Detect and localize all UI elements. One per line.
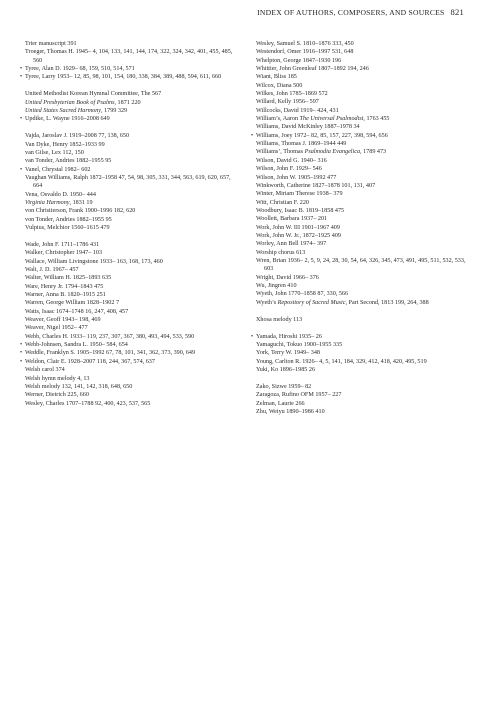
entry-source-title: Virginia Harmony <box>25 200 70 207</box>
index-entry <box>16 241 238 249</box>
entry-text: Williams, Joey 1972– 82, 85, 157, 227, 398, 594, 656 <box>256 132 388 139</box>
entry-text: von Tonder, Andries 1882–1955 95 <box>25 216 112 223</box>
index-entry <box>16 141 238 149</box>
entry-text: Willard, Kelly 1956– 597 <box>256 99 319 106</box>
section-spacer <box>16 124 238 133</box>
entry-text: Wilcox, Diana 500 <box>256 82 303 89</box>
index-entry <box>16 99 238 107</box>
entry-text: United Methodist Korean Hymnal Committee, The 567 <box>25 91 162 98</box>
index-entry <box>16 207 238 215</box>
index-entry <box>16 316 238 324</box>
index-entry <box>247 316 471 324</box>
index-entry <box>247 282 471 290</box>
entry-text: Worley, Ann Bell 1974– 397 <box>256 241 327 248</box>
entry-text: Warner, Anna B. 1820–1915 251 <box>25 292 106 299</box>
entry-text: Worship chorus 613 <box>256 249 306 256</box>
entry-text: Zaragoza, Rufino OFM 1957– 227 <box>256 392 342 399</box>
entry-text: Wilson, John F. 1929– 546 <box>256 166 322 173</box>
bullet-icon: • <box>251 132 254 139</box>
index-entry <box>16 166 238 174</box>
entry-text: , 1831 19 <box>69 200 93 207</box>
index-entry <box>16 391 238 399</box>
index-entry <box>16 199 238 207</box>
entry-text: Wyeth, John 1770–1858 87, 330, 566 <box>256 291 349 298</box>
index-entry <box>247 215 471 223</box>
entry-text: Yamada, Hiroshi 1935– 26 <box>256 333 322 340</box>
entry-text: Vajda, Jaroslav J. 1919–2008 77, 138, 650 <box>25 133 130 140</box>
section-spacer <box>16 82 238 91</box>
entry-text: Ware, Henry Jr. 1794–1843 475 <box>25 283 104 290</box>
bullet-icon: • <box>251 333 254 340</box>
entry-text: Winter, Miriam Therese 1938– 379 <box>256 191 343 198</box>
bullet-icon: • <box>20 350 23 357</box>
entry-text: Walter, William H. 1825–1893 635 <box>25 275 112 282</box>
entry-text: , 1799 329 <box>101 108 128 114</box>
bullet-icon: • <box>20 166 23 173</box>
index-entry <box>16 48 238 65</box>
index-entry <box>247 90 471 98</box>
entry-text: Williams, Thomas J. 1869–1944 449 <box>256 141 347 148</box>
index-entry <box>247 115 471 123</box>
entry-text: Vena, Osvaldo D. 1950– 444 <box>25 191 96 198</box>
entry-text: , 1789 473 <box>360 149 387 156</box>
index-entry <box>16 258 238 266</box>
entry-text: Weaver, Geoff 1943– 198, 469 <box>25 317 101 324</box>
entry-text: York, Terry W. 1949– 348 <box>256 350 320 357</box>
entry-source-title: Psalmodia Evangelica <box>304 149 361 156</box>
entry-text: Webb, Charles H. 1933– 119, 237, 307, 367, 380, 493, 494, 533, 590 <box>25 333 195 340</box>
entry-text: Tyree, Alan D. 1929– 68, 159, 510, 514, 571 <box>25 66 135 73</box>
bullet-icon: • <box>20 358 23 365</box>
index-entry <box>16 308 238 316</box>
index-entry <box>247 358 471 366</box>
entry-text: Zelman, Laurie 266 <box>256 400 305 407</box>
index-entry <box>16 249 238 257</box>
entry-text: Wiant, Bliss 185 <box>256 74 297 81</box>
running-header <box>257 7 464 17</box>
entry-source-title: The Universal Psalmodist <box>299 116 364 123</box>
entry-text: Zhu, Weiyu 1890–1986 410 <box>256 408 325 415</box>
index-entry <box>247 48 471 56</box>
entry-text: Woodbury, Isaac B. 1819–1858 475 <box>256 207 345 214</box>
entry-prefix: Wyeth’s <box>256 299 278 306</box>
index-entry <box>16 40 238 48</box>
entry-prefix: William’s, Aaron <box>256 116 300 123</box>
entry-text: Woollett, Barbara 1937– 201 <box>256 216 328 223</box>
bullet-icon: • <box>20 74 23 81</box>
entry-text: Tyree, Larry 1953– 12, 85, 98, 101, 154, 180, 338, 384, 389, 488, 594, 611, 660 <box>25 74 222 81</box>
index-entry <box>16 132 238 140</box>
entry-text: Wren, Brian 1936– 2, 5, 9, 24, 28, 30, 54, 64, 326, 345, 473, 491, 495, 511, 532, 533, 603 <box>256 257 466 273</box>
section-spacer <box>247 374 471 383</box>
section-spacer <box>16 232 238 241</box>
index-entry <box>16 216 238 224</box>
index-column-right <box>247 40 471 416</box>
index-entry <box>16 274 238 282</box>
index-entry <box>247 391 471 399</box>
entry-text: Webb-Johnsen, Sandra L. 1950– 584, 654 <box>25 342 128 349</box>
index-entry <box>16 358 238 366</box>
index-entry <box>247 57 471 65</box>
entry-text: Whittier, John Greenleaf 1807–1892 194, 246 <box>256 66 369 73</box>
entry-text: Winkworth, Catherine 1827–1878 101, 131, 407 <box>256 182 376 189</box>
index-entry <box>247 274 471 282</box>
index-entry <box>247 207 471 215</box>
index-entry <box>247 73 471 81</box>
entry-text: Yuki, Ko 1896–1985 26 <box>256 366 316 373</box>
entry-text: Williams, David McKinley 1887–1978 34 <box>256 124 360 131</box>
index-entry <box>247 123 471 131</box>
entry-text: Walker, Christopher 1947– 103 <box>25 250 103 257</box>
entry-text: Vanel, Chrystal 1982– 602 <box>25 166 91 173</box>
entry-text: Troeger, Thomas H. 1945– 4, 104, 133, 141, 144, 174, 322, 324, 342, 401, 455, 485, 560 <box>25 49 233 64</box>
entry-text: Trier manuscript 391 <box>25 41 77 47</box>
index-entry <box>16 375 238 383</box>
section-spacer <box>247 324 471 333</box>
entry-text: , Part Second, 1813 199, 264, 388 <box>345 299 429 306</box>
index-entry <box>16 224 238 232</box>
entry-text: Weaver, Nigel 1952– 477 <box>25 325 88 332</box>
index-entry <box>247 383 471 391</box>
entry-text: Watts, Isaac 1674–1748 16, 247, 408, 457 <box>25 308 129 315</box>
index-entry <box>247 290 471 298</box>
running-header-title: INDEX OF AUTHORS, COMPOSERS, AND SOURCES <box>257 8 445 17</box>
index-entry <box>247 400 471 408</box>
entry-text: Wade, John F. 1711–1786 431 <box>25 242 100 248</box>
index-entry <box>247 333 471 341</box>
entry-text: Witt, Christian F. 220 <box>256 199 309 206</box>
index-column-left <box>16 40 238 408</box>
index-entry <box>247 107 471 115</box>
index-entry <box>247 199 471 207</box>
index-entry <box>247 257 471 274</box>
index-entry <box>247 165 471 173</box>
index-entry <box>16 107 238 115</box>
index-entry <box>16 149 238 157</box>
index-entry <box>16 366 238 374</box>
index-entry <box>16 400 238 408</box>
entry-text: Updike, L. Wayne 1916–2008 649 <box>25 116 110 123</box>
index-entry <box>247 240 471 248</box>
entry-source-title: United States Sacred Harmony <box>25 108 102 114</box>
entry-text: Van Dyke, Henry 1852–1933 99 <box>25 141 105 148</box>
entry-text: Xhosa melody 113 <box>256 316 303 323</box>
entry-text: Wesley, Samuel S. 1810–1876 333, 450 <box>256 41 354 47</box>
index-entry <box>16 65 238 73</box>
index-entry <box>247 148 471 156</box>
entry-prefix: Williams’, Thomas <box>256 149 305 156</box>
index-entry <box>16 291 238 299</box>
entry-text: Wilson, John W. 1905–1992 477 <box>256 174 337 181</box>
index-entry <box>16 266 238 274</box>
entry-text: Zako, Sizwe 1959– 82 <box>256 383 312 390</box>
bullet-icon: • <box>20 66 23 73</box>
entry-text: Wesley, Charles 1707–1788 92, 400, 423, 537, 565 <box>25 400 151 407</box>
section-spacer <box>247 307 471 316</box>
entry-text: Weldon, Clair E. 1928–2007 118, 244, 367, 574, 637 <box>25 358 155 365</box>
entry-text: Wilkes, John 1785–1869 572 <box>256 91 328 98</box>
entry-text: Welsh carol 374 <box>25 367 65 374</box>
index-entry <box>247 65 471 73</box>
index-entry <box>247 174 471 182</box>
index-entry <box>247 40 471 48</box>
entry-text: Willcocks, David 1919– 424, 431 <box>256 107 339 114</box>
index-entry <box>247 132 471 140</box>
entry-text: Wright, David 1966– 376 <box>256 274 319 281</box>
bullet-icon: • <box>20 116 23 123</box>
entry-source-title: United Presbyterian Book of Psalms <box>25 99 115 106</box>
index-entry <box>247 82 471 90</box>
index-entry <box>247 224 471 232</box>
index-entry <box>16 115 238 123</box>
index-entry <box>247 182 471 190</box>
index-entry <box>247 190 471 198</box>
index-entry <box>16 73 238 81</box>
entry-text: van Tonder, Andries 1882–1955 95 <box>25 158 112 165</box>
entry-text: , 1763 455 <box>363 116 390 123</box>
index-entry <box>16 324 238 332</box>
entry-text: Wallace, William Livingstone 1933– 163, 168, 173, 460 <box>25 258 163 265</box>
index-entry <box>16 283 238 291</box>
index-entry <box>247 232 471 240</box>
index-entry <box>16 383 238 391</box>
index-entry <box>247 408 471 416</box>
entry-text: Welsh melody 132, 141, 142, 318, 648, 650 <box>25 383 133 390</box>
entry-text: Wilson, David G. 1940– 316 <box>256 157 327 164</box>
entry-text: Young, Carlton R. 1926– 4, 5, 141, 184, 329, 412, 418, 420, 495, 519 <box>256 358 427 365</box>
entry-text: Weddle, Franklyn S. 1905–1992 67, 78, 101, 341, 362, 373, 390, 649 <box>25 350 196 357</box>
entry-text: Work, John W. III 1901–1967 409 <box>256 224 340 231</box>
index-entry <box>16 90 238 98</box>
entry-text: Warren, George William 1828–1902 7 <box>25 300 120 307</box>
entry-text: Wu, Jingren 410 <box>256 282 297 289</box>
entry-text: Work, John W. Jr., 1872–1925 409 <box>256 232 341 239</box>
entry-text: Vulpius, Melchior 1560–1615 479 <box>25 225 110 232</box>
bullet-icon: • <box>20 342 23 349</box>
index-entry <box>16 174 238 191</box>
entry-text: , 1871 220 <box>114 99 141 106</box>
entry-text: Vaughan Williams, Ralph 1872–1958 47, 54, 98, 305, 331, 344, 563, 619, 620, 657, 664 <box>25 175 231 190</box>
entry-text: Walt, J. D. 1967– 457 <box>25 267 79 274</box>
entry-text: Whelpton, George 1847–1930 196 <box>256 57 342 64</box>
entry-text: van Gilse, Lex 112, 150 <box>25 149 84 156</box>
index-entry <box>16 191 238 199</box>
index-entry <box>247 349 471 357</box>
page-number: 821 <box>450 7 464 17</box>
index-entry <box>16 157 238 165</box>
entry-text: Westendorf, Omer 1916–1997 531, 648 <box>256 49 354 56</box>
entry-source-title: Repository of Sacred Music <box>277 299 346 306</box>
index-entry <box>247 98 471 106</box>
index-entry <box>247 157 471 165</box>
entry-text: von Christierson, Frank 1900–1996 182, 620 <box>25 208 136 215</box>
entry-text: Werner, Dietrich 225, 660 <box>25 392 89 399</box>
index-entry <box>16 299 238 307</box>
index-entry <box>247 299 471 307</box>
entry-text: Yamaguchi, Tokuo 1900–1955 335 <box>256 341 343 348</box>
entry-text: Welsh hymn melody 4, 13 <box>25 375 90 382</box>
index-entry <box>247 366 471 374</box>
index-entry <box>247 341 471 349</box>
index-entry <box>247 140 471 148</box>
index-entry <box>16 349 238 357</box>
index-entry <box>247 249 471 257</box>
index-entry <box>16 341 238 349</box>
index-entry <box>16 333 238 341</box>
